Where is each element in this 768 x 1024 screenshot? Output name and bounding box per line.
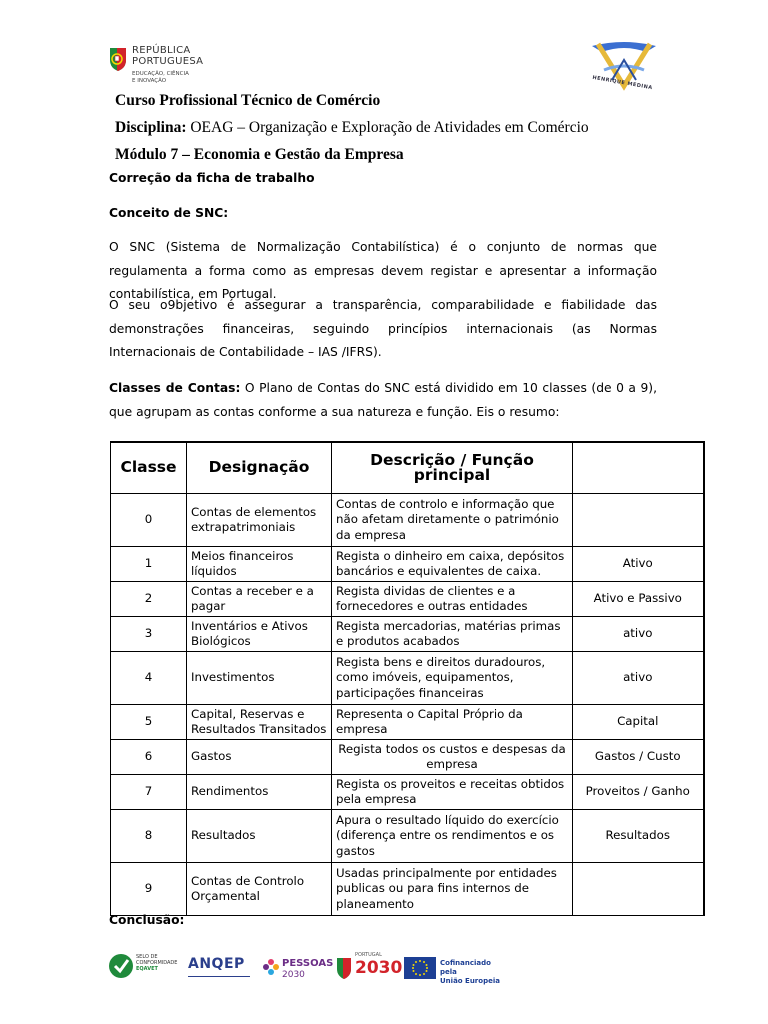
conclusion-heading: Conclusão: [109, 913, 185, 927]
cell-designacao: Contas de elementos extrapatrimoniais [187, 494, 332, 547]
portugal-2030-emblem-icon [335, 956, 353, 980]
cell-categoria: ativo [573, 617, 704, 652]
eu-line2: União Europeia [440, 977, 500, 985]
pessoas-flower-icon [262, 958, 280, 976]
header-classe: Classe [111, 442, 187, 494]
cell-descricao: Apura o resultado líquido do exercício (diferença entre os rendimentos e os gastos [332, 810, 573, 863]
pessoas-2030-logo [262, 948, 334, 984]
cell-descricao: Regista dividas de clientes e a fornecedores e outras entidades [332, 582, 573, 617]
cell-designacao: Investimentos [187, 652, 332, 705]
eu-line1: Cofinanciado pela [440, 959, 491, 976]
table-row [111, 582, 704, 617]
anqep-underline [188, 976, 250, 977]
table-row [111, 547, 704, 582]
table-row [111, 617, 704, 652]
republica-portuguesa-logo [108, 44, 208, 92]
cell-designacao: Gastos [187, 740, 332, 775]
concept-heading: Conceito de SNC: [109, 206, 229, 220]
header-descricao: Descrição / Função principal [332, 442, 573, 494]
classes-label: Classes de Contas: [109, 381, 241, 395]
portugal-label: PORTUGAL [355, 952, 382, 958]
module-title: Módulo 7 – Economia e Gestão da Empresa [115, 146, 404, 163]
eqavet-line1: SELO DE [136, 954, 158, 960]
cell-categoria: Gastos / Custo [573, 740, 704, 775]
republica-name [132, 45, 203, 67]
cell-classe: 3 [111, 617, 187, 652]
cell-classe: 1 [111, 547, 187, 582]
classes-paragraph [109, 377, 657, 424]
cell-designacao: Inventários e Ativos Biológicos [187, 617, 332, 652]
portugal-year: 2030 [355, 958, 403, 978]
pessoas-text: PESSOAS [282, 958, 334, 969]
portugal-flag-emblem-icon [108, 46, 128, 72]
republica-line2: PORTUGUESA [132, 56, 204, 67]
cell-classe: 0 [111, 494, 187, 547]
cell-categoria: Ativo [573, 547, 704, 582]
table-row [111, 705, 704, 740]
ministry-name [132, 71, 189, 84]
cell-designacao: Capital, Reservas e Resultados Transitados [187, 705, 332, 740]
school-logo-text: HENRIQUE MEDINA [591, 74, 653, 92]
cell-categoria [573, 863, 704, 916]
eu-flag-icon [404, 957, 436, 979]
table-row [111, 494, 704, 547]
cell-descricao: Regista o dinheiro em caixa, depósitos bancários e equivalentes de caixa. [332, 547, 573, 582]
cell-classe: 9 [111, 863, 187, 916]
cell-designacao: Contas de Controlo Orçamental [187, 863, 332, 916]
discipline-line [115, 119, 589, 137]
worksheet-title: Correção da ficha de trabalho [109, 171, 315, 185]
classes-text: O Plano de Contas do SNC está dividido em 10 classes (de 0 a 9), que agrupam as contas conforme a sua natureza e função. Eis o resumo: [109, 381, 658, 419]
cell-classe: 4 [111, 652, 187, 705]
cell-classe: 6 [111, 740, 187, 775]
discipline-label: Disciplina: [115, 119, 187, 136]
anqep-text: ANQEP [188, 956, 245, 972]
cell-classe: 2 [111, 582, 187, 617]
cell-classe: 8 [111, 810, 187, 863]
cell-categoria: Ativo e Passivo [573, 582, 704, 617]
header-categoria [573, 442, 704, 494]
cell-designacao: Meios financeiros líquidos [187, 547, 332, 582]
cell-classe: 7 [111, 775, 187, 810]
snc-definition-paragraph: O SNC (Sistema de Normalização Contabilística) é o conjunto de normas que regulamenta a forma como as empresas devem registar e apresentar a informação contabilística, em Portugal. [109, 240, 657, 301]
cell-descricao: Usadas principalmente por entidades publicas ou para fins internos de planeamento [332, 863, 573, 916]
ministry-line2: E INOVAÇÃO [132, 77, 167, 84]
anqep-logo [188, 948, 258, 984]
republica-line1: REPÚBLICA [132, 45, 191, 56]
header-designacao: Designação [187, 442, 332, 494]
table-row [111, 740, 704, 775]
table-row [111, 652, 704, 705]
discipline-value: OEAG – Organização e Exploração de Atividades em Comércio [186, 119, 589, 136]
table-row [111, 863, 704, 916]
cell-descricao: Regista todos os custos e despesas da empresa [332, 740, 573, 775]
account-classes-table [110, 441, 703, 916]
eqavet-seal-logo [108, 948, 188, 984]
snc-objective-paragraph: O seu o9bjetivo é assegurar a transparência, comparabilidade e fiabilidade das demonstrações financeiras, seguindo princípios internacionais (as Normas Internacionais de Contabilidade – IAS /IFRS). [109, 298, 657, 359]
portugal-2030-logo [335, 948, 403, 984]
cell-categoria: Capital [573, 705, 704, 740]
cell-descricao: Contas de controlo e informação que não afetam diretamente o património da empresa [332, 494, 573, 547]
cell-classe: 5 [111, 705, 187, 740]
table-row [111, 775, 704, 810]
eqavet-line3: EQAVET [136, 966, 158, 972]
course-title: Curso Profissional Técnico de Comércio [115, 92, 381, 109]
cell-designacao: Rendimentos [187, 775, 332, 810]
cell-designacao: Resultados [187, 810, 332, 863]
cell-designacao: Contas a receber e a pagar [187, 582, 332, 617]
cell-descricao: Regista os proveitos e receitas obtidos pela empresa [332, 775, 573, 810]
eqavet-line2: CONFORMIDADE [136, 960, 178, 966]
cell-categoria: Resultados [573, 810, 704, 863]
pessoas-year: 2030 [282, 970, 305, 980]
table-header-row [111, 442, 704, 494]
cell-categoria [573, 494, 704, 547]
eqavet-check-icon [108, 950, 134, 982]
ministry-line1: EDUCAÇÃO, CIÊNCIA [132, 71, 189, 77]
cell-descricao: Representa o Capital Próprio da empresa [332, 705, 573, 740]
cell-descricao: Regista mercadorias, matérias primas e produtos acabados [332, 617, 573, 652]
cell-categoria: ativo [573, 652, 704, 705]
eu-cofinanced-logo [404, 948, 508, 984]
table-row [111, 810, 704, 863]
cell-descricao: Regista bens e direitos duradouros, como imóveis, equipamentos, participações financeiras [332, 652, 573, 705]
cell-categoria: Proveitos / Ganho [573, 775, 704, 810]
